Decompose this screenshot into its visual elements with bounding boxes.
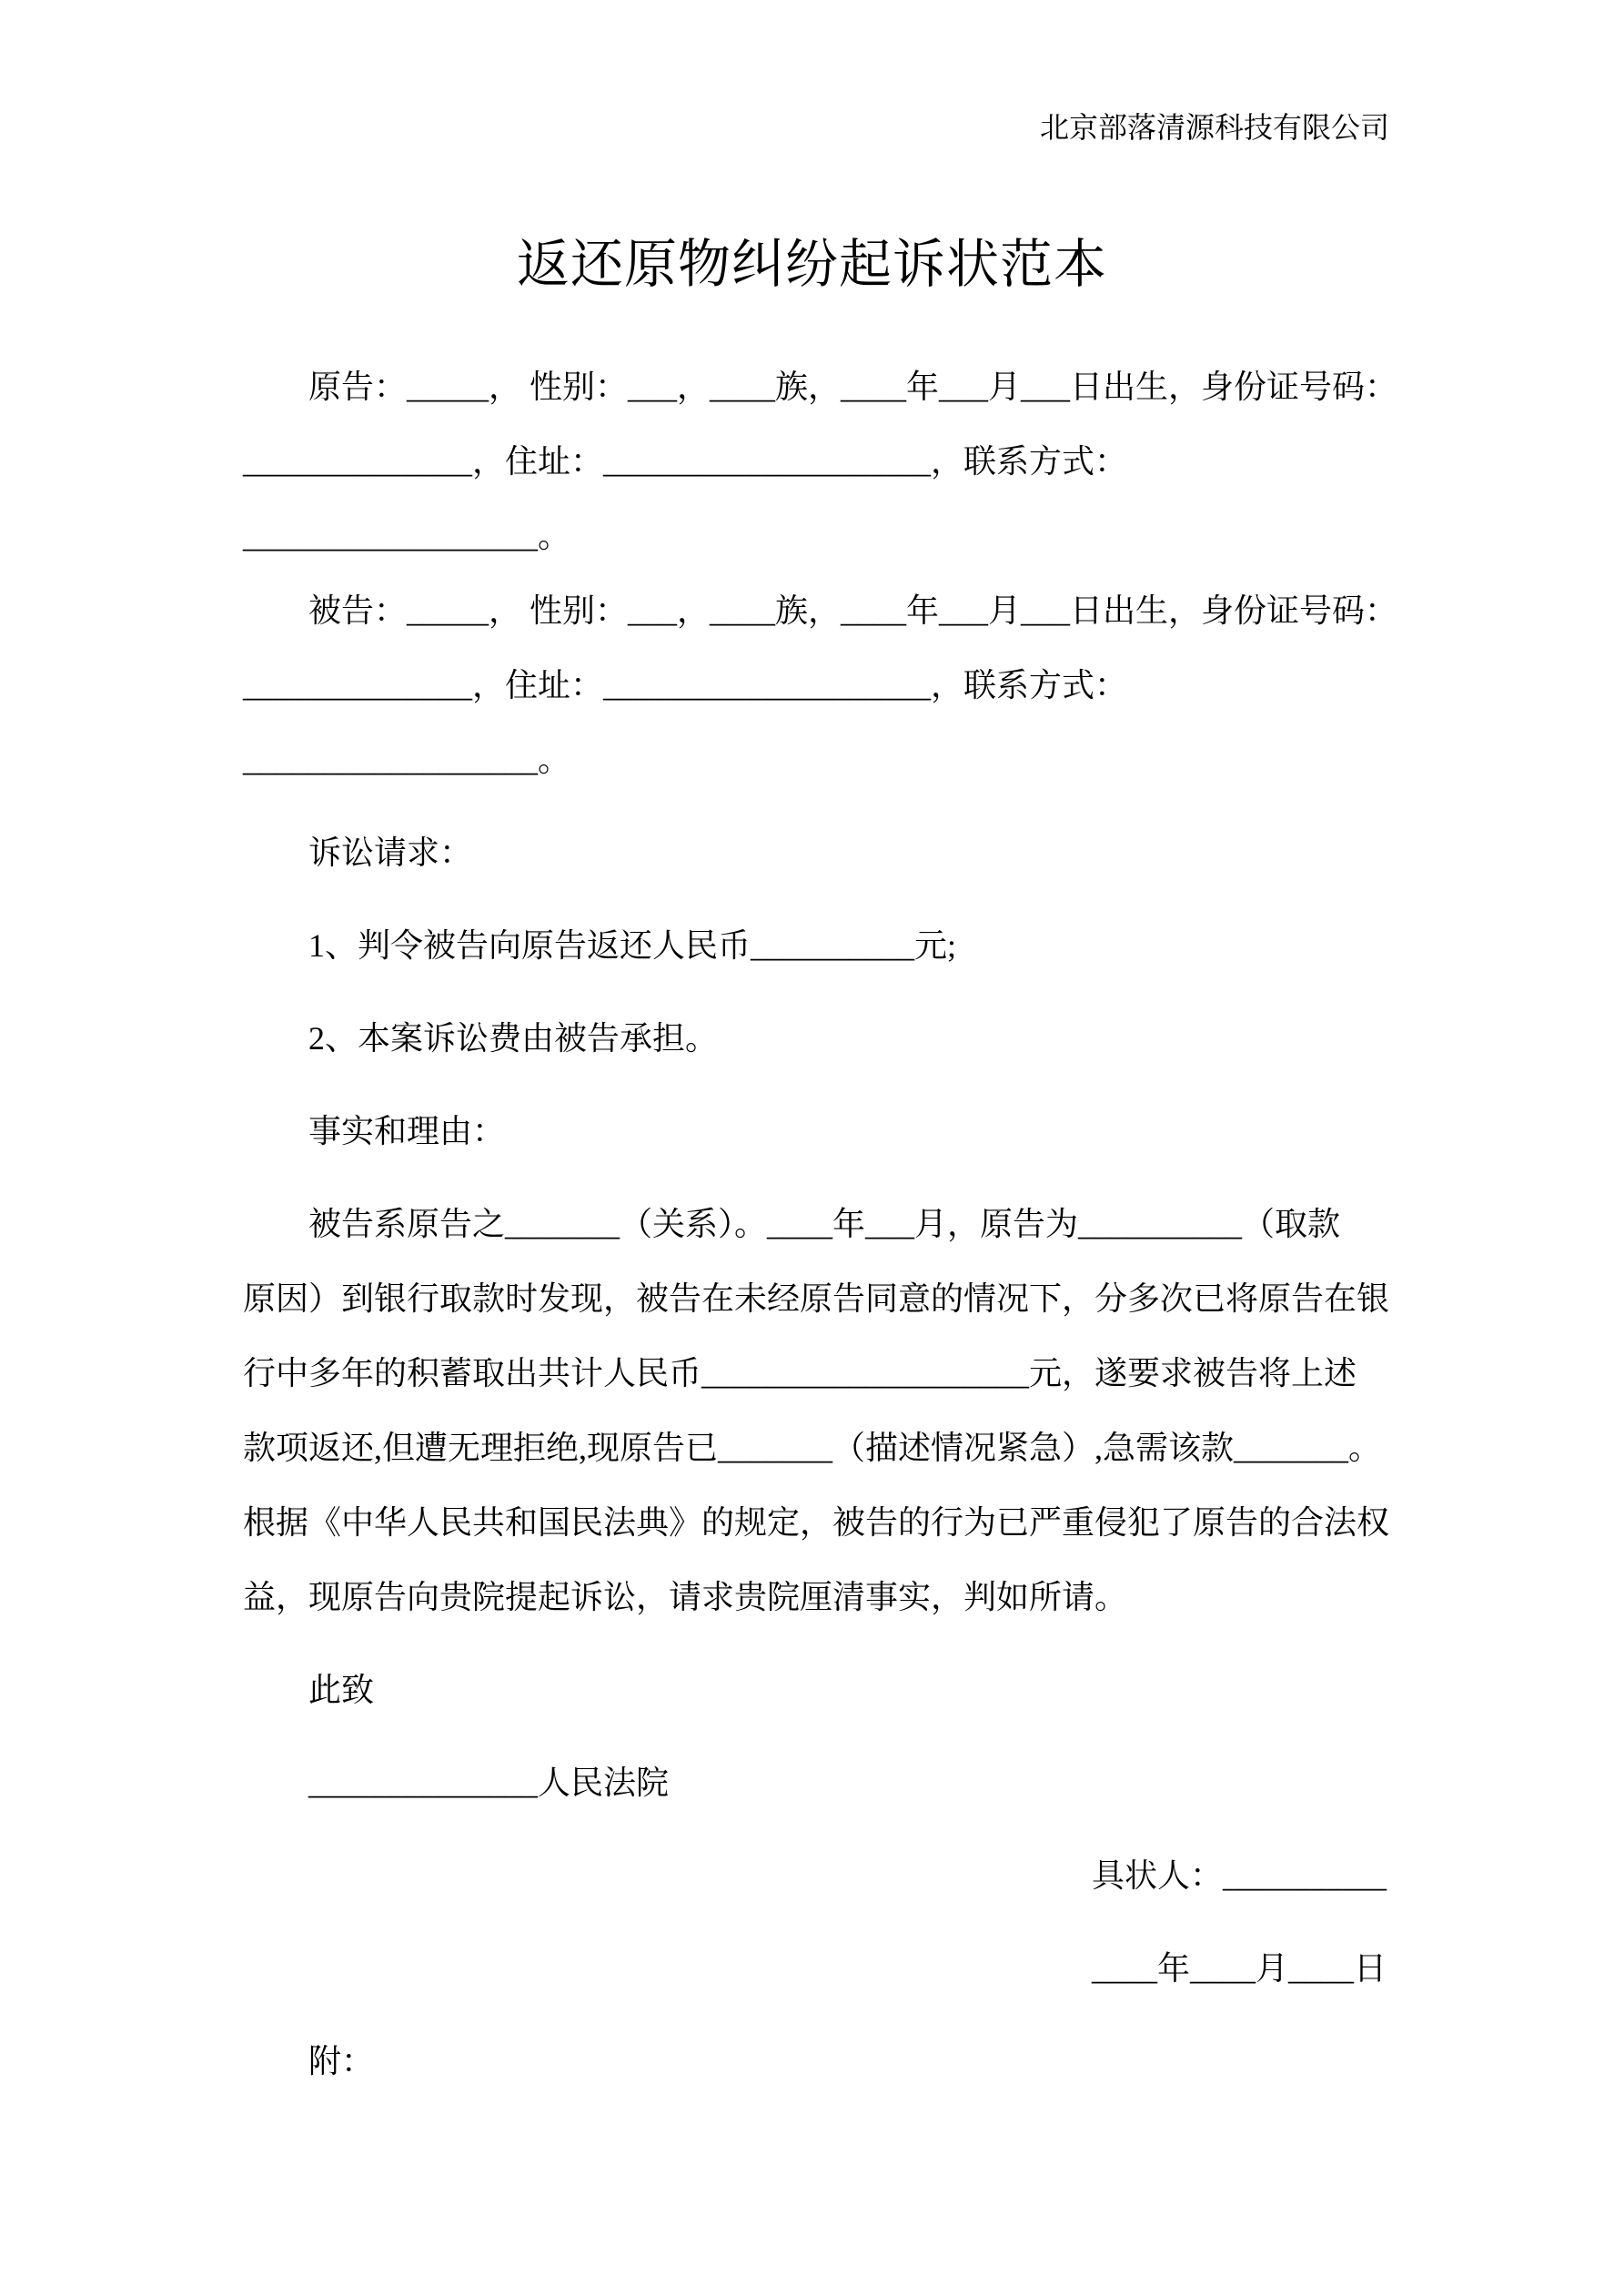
facts-paragraph <box>243 1187 1401 1634</box>
attachment-label: 附： <box>308 2043 375 2079</box>
plaintiff-info-line-3: __________________。 <box>243 518 570 554</box>
date-line: ____年____月____日 <box>1091 1950 1387 1987</box>
claims-heading: 诉讼请求： <box>308 834 473 871</box>
salutation: 此致 <box>308 1672 375 1708</box>
plaintiff-info-line-1: 原告：_____， 性别：___，____族，____年___月___日出生，身份证号码： <box>308 369 1398 405</box>
plaintiff-info-line-2: ______________，住址：____________________，联系方式： <box>243 443 1128 480</box>
court-line: ______________人民法院 <box>308 1765 670 1801</box>
plaintiff-paragraph <box>243 349 1401 573</box>
company-header <box>0 0 1624 146</box>
facts-heading: 事实和理由： <box>308 1113 506 1149</box>
facts-line-3: 行中多年的积蓄取出共计人民币____________________元，遂要求被告将上述 <box>243 1355 1357 1391</box>
claim-item-1: 1、判令被告向原告返还人民币__________元; <box>308 927 957 964</box>
defendant-paragraph <box>243 573 1401 797</box>
facts-line-6: 益，现原告向贵院提起诉讼，请求贵院厘清事实，判如所请。 <box>243 1579 1128 1615</box>
facts-line-2: 原因）到银行取款时发现，被告在未经原告同意的情况下，分多次已将原告在银 <box>243 1280 1390 1317</box>
defendant-info-line-3: __________________。 <box>243 742 570 778</box>
facts-line-1: 被告系原告之_______（关系）。____年___月，原告为__________（取款 <box>308 1206 1341 1242</box>
facts-line-5: 根据《中华人民共和国民法典》的规定，被告的行为已严重侵犯了原告的合法权 <box>243 1504 1390 1541</box>
document-body <box>0 349 1624 2099</box>
claim-item-2: 2、本案诉讼费由被告承担。 <box>308 1020 719 1057</box>
defendant-info-line-2: ______________，住址：____________________，联系方式： <box>243 667 1128 703</box>
defendant-info-line-1: 被告：_____， 性别：___，____族，____年___月___日出生，身份证号码： <box>308 592 1398 629</box>
facts-line-4: 款项返还,但遭无理拒绝,现原告已_______（描述情况紧急）,急需该款_______。 <box>243 1430 1382 1466</box>
signer-line: 具状人：__________ <box>1091 1857 1387 1894</box>
company-name: 北京部落清源科技有限公司 <box>1039 111 1389 144</box>
document-title: 返还原物纠纷起诉状范本 <box>516 235 1107 294</box>
